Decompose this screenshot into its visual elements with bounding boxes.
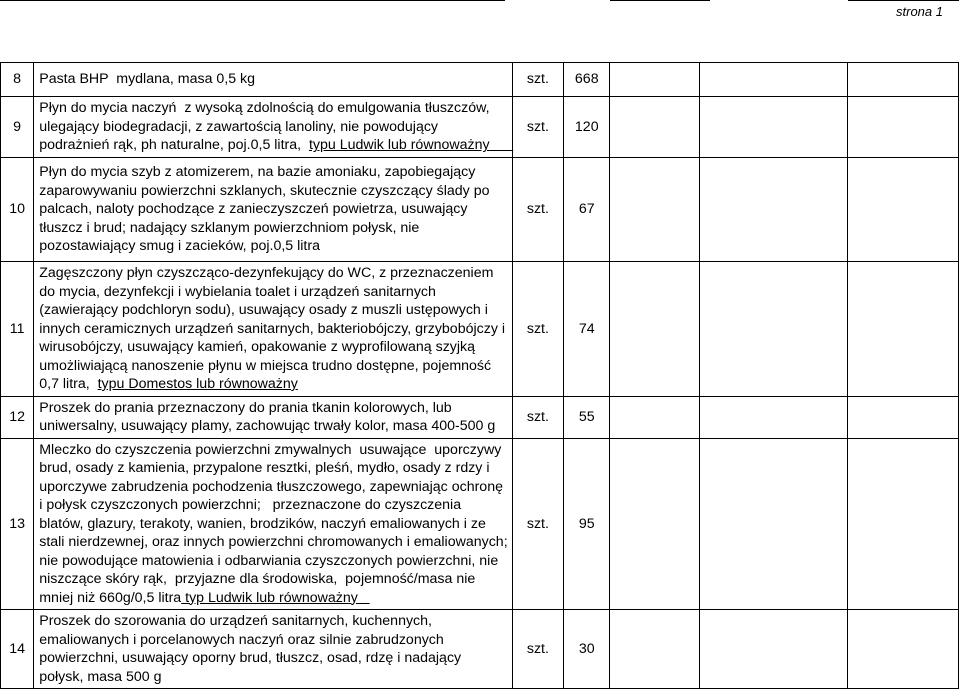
row-number: 9	[1, 97, 34, 158]
price-cell	[610, 438, 700, 610]
unit-cell: szt.	[512, 63, 563, 97]
notes-cell	[848, 63, 959, 97]
quantity-cell: 30	[564, 610, 610, 689]
notes-cell	[848, 262, 959, 397]
item-description	[34, 438, 512, 610]
page-number: strona 1	[896, 4, 943, 19]
value-cell	[700, 610, 848, 689]
item-description	[34, 158, 512, 262]
description-reference: typ Ludwik lub równoważny	[181, 589, 370, 606]
table-row	[1, 262, 959, 397]
item-description	[34, 63, 512, 97]
value-cell	[700, 97, 848, 158]
header-rule-3	[848, 0, 959, 1]
price-cell	[610, 396, 700, 438]
row-number: 11	[1, 262, 34, 397]
unit-cell: szt.	[512, 158, 563, 262]
value-cell	[700, 438, 848, 610]
item-description	[34, 262, 512, 397]
quantity-cell: 95	[564, 438, 610, 610]
header-rule-1	[0, 0, 505, 1]
item-description	[34, 396, 512, 438]
description-text: Płyn do mycia szyb z atomizerem, na bazie amoniaku, zapobiegający zaparowywaniu powierzchni szklanych, skutecznie czyszczący ślady po palcach, naloty pochodzące z zanieczyszczeń powietrza, usuwający tłuszcz i brud; nadający szklanym powierzchniom połysk, nie pozostawiający smug i zacieków, poj.0,5 litra	[39, 164, 494, 255]
price-cell	[610, 158, 700, 262]
notes-cell	[848, 438, 959, 610]
price-cell	[610, 262, 700, 397]
table-row	[1, 97, 959, 158]
description-text: Proszek do szorowania do urządzeń sanitarnych, kuchennych, emaliowanych i porcelanowych naczyń oraz silnie zabrudzonych powierzchni, usuwający oporny brud, tłuszcz, osad, rdzę i nadający połysk, masa 500 g	[39, 613, 466, 685]
value-cell	[700, 158, 848, 262]
price-cell	[610, 63, 700, 97]
description-text: Płyn do mycia naczyń z wysoką zdolnością do emulgowania tłuszczów, ulegający biodegradacji, z zawartością lanoliny, nie powodujący podrażnień rąk, ph naturalne, poj.0,5 litra,	[39, 100, 494, 154]
price-cell	[610, 97, 700, 158]
quantity-cell: 120	[564, 97, 610, 158]
unit-cell: szt.	[512, 396, 563, 438]
notes-cell	[848, 97, 959, 158]
description-text: Mleczko do czyszczenia powierzchni zmywalnych usuwające uporczywy brud, osady z kamienia, przypalone resztki, pleśń, mydło, osady z rdzy i uporczywe zabrudzenia pochodzenia tłuszczowego, zapewniając ochronę i połysk czyszczonych powierzchni; przeznaczone do czyszczenia blatów, glazury, terakoty, wanien, brodzików, naczyń emaliowanych i ze stali nierdzewnej, oraz innych powierzchni chromowanych i emaliowanych; nie powodujące matowienia i odbarwiania czyszczonych powierzchni, nie niszczące skóry rąk, przyjazne dla środowiska, pojemność/masa nie mniej niż 660g/0,5 litra	[39, 441, 512, 606]
table-row	[1, 63, 959, 97]
table-row	[1, 438, 959, 610]
unit-cell: szt.	[512, 262, 563, 397]
value-cell	[700, 262, 848, 397]
item-description	[34, 97, 512, 158]
table-row	[1, 396, 959, 438]
value-cell	[700, 63, 848, 97]
row-number: 12	[1, 396, 34, 438]
description-reference: typu Ludwik lub równoważny	[308, 137, 514, 154]
price-cell	[610, 610, 700, 689]
row-number: 14	[1, 610, 34, 689]
description-text: Pasta BHP mydlana, masa 0,5 kg	[39, 71, 256, 88]
item-description	[34, 610, 512, 689]
row-number: 13	[1, 438, 34, 610]
unit-cell: szt.	[512, 97, 563, 158]
notes-cell	[848, 158, 959, 262]
quantity-cell: 668	[564, 63, 610, 97]
table-row	[1, 610, 959, 689]
header-rule-2	[610, 0, 710, 1]
unit-cell: szt.	[512, 438, 563, 610]
description-text: Zagęszczony płyn czyszcząco-dezynfekujący do WC, z przeznaczeniem do mycia, dezynfekcji i wybielania toalet i urządzeń sanitarnych (zawierający podchloryn sodu), usuwający osady z muszli ustępowych i innych ceramicznych urządzeń sanitarnych, bakteriobójczy, grzybobójczy i wirusobójczy, usuwający kamień, opakowanie z wyprofilowaną szyjką umożliwiającą nanoszenie płynu w miejsca trudno dostępne, pojemność 0,7 litra,	[39, 265, 509, 392]
quantity-cell: 55	[564, 396, 610, 438]
items-table	[0, 62, 959, 689]
row-number: 10	[1, 158, 34, 262]
notes-cell	[848, 610, 959, 689]
row-number: 8	[1, 63, 34, 97]
unit-cell: szt.	[512, 610, 563, 689]
description-reference: typu Domestos lub równoważny	[97, 376, 298, 392]
value-cell	[700, 396, 848, 438]
table-row	[1, 158, 959, 262]
quantity-cell: 67	[564, 158, 610, 262]
quantity-cell: 74	[564, 262, 610, 397]
description-text: Proszek do prania przeznaczony do prania tkanin kolorowych, lub uniwersalny, usuwający plamy, zachowując trwały kolor, masa 400-500 g	[39, 399, 496, 434]
notes-cell	[848, 396, 959, 438]
